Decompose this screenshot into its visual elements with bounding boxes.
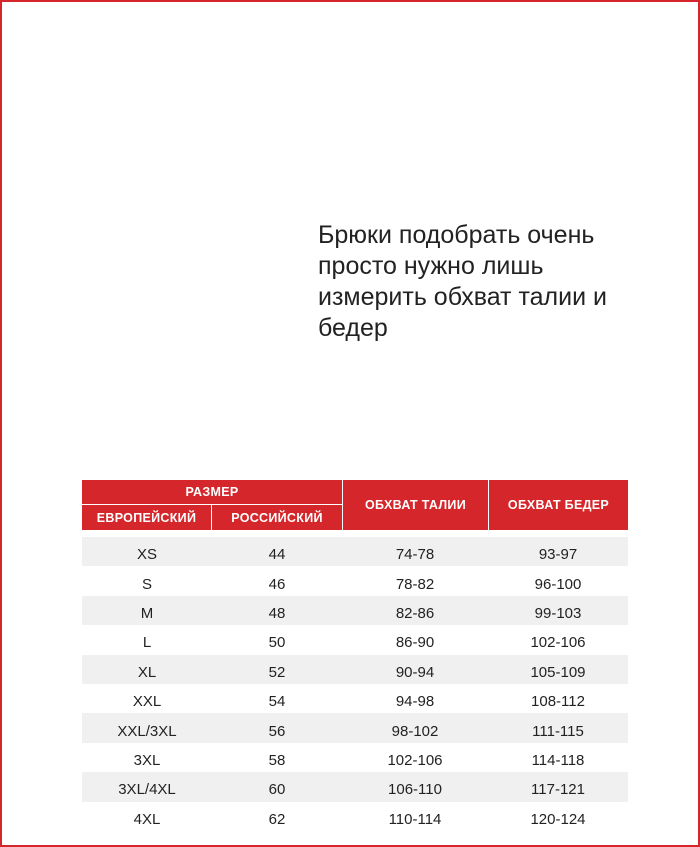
cell-european-size: XS [136,546,157,564]
table-row [82,625,628,654]
table-row [82,655,628,684]
header-european: ЕВРОПЕЙСКИЙ [82,505,212,530]
cell-european-size: M [140,604,154,622]
cell-hips: 114-118 [531,751,585,769]
cell-hips: 99-103 [534,604,582,622]
cell-russian-size: 60 [268,781,286,799]
header-russian: РОССИЙСКИЙ [231,510,323,525]
header-size-group: РАЗМЕР [82,480,342,505]
cell-hips: 93-97 [538,546,578,564]
cell-european-size: 3XL [133,751,161,769]
cell-european-size: XXL [132,693,162,711]
intro-text [318,220,678,344]
table-row [82,566,628,595]
intro-line: Брюки подобрать очень [318,221,595,249]
cell-european-size: 3XL/4XL [118,781,176,799]
cell-russian-size: 50 [268,634,286,652]
cell-waist: 74-78 [395,546,435,564]
table-body [82,537,628,831]
header-waist: ОБХВАТ ТАЛИИ [342,480,488,530]
table-row [82,537,628,566]
cell-waist: 110-114 [388,810,442,828]
table-header [82,480,628,530]
intro-line: измерить обхват талии и [318,283,607,311]
cell-russian-size: 54 [268,693,286,711]
cell-waist: 90-94 [395,663,435,681]
cell-hips: 108-112 [531,693,585,711]
table-row [82,772,628,801]
table-row [82,596,628,625]
cell-hips: 96-100 [534,575,582,593]
cell-hips: 102-106 [530,634,586,652]
cell-waist: 78-82 [395,575,435,593]
table-row [82,802,628,831]
cell-hips: 111-115 [532,722,584,740]
cell-hips: 117-121 [531,781,585,799]
cell-european-size: S [141,575,152,593]
intro-line: бедер [318,314,388,342]
cell-european-size: 4XL [133,810,161,828]
cell-russian-size: 56 [268,722,286,740]
cell-russian-size: 48 [268,604,286,622]
cell-waist: 94-98 [395,693,435,711]
cell-european-size: XL [137,663,157,681]
cell-hips: 105-109 [530,663,586,681]
cell-hips: 120-124 [530,810,586,828]
cell-european-size: L [142,634,152,652]
cell-russian-size: 52 [268,663,286,681]
cell-waist: 98-102 [391,722,439,740]
table-row [82,713,628,742]
cell-waist: 86-90 [395,634,435,652]
table-row [82,684,628,713]
size-table [82,480,628,831]
cell-waist: 82-86 [395,604,435,622]
cell-russian-size: 44 [268,546,286,564]
cell-european-size: XXL/3XL [117,722,177,740]
cell-russian-size: 58 [268,751,286,769]
cell-waist: 106-110 [388,781,442,799]
table-row [82,743,628,772]
header-hips: ОБХВАТ БЕДЕР [488,480,628,530]
cell-russian-size: 62 [268,810,286,828]
cell-waist: 102-106 [387,751,443,769]
cell-russian-size: 46 [268,575,286,593]
intro-line: просто нужно лишь [318,252,544,280]
